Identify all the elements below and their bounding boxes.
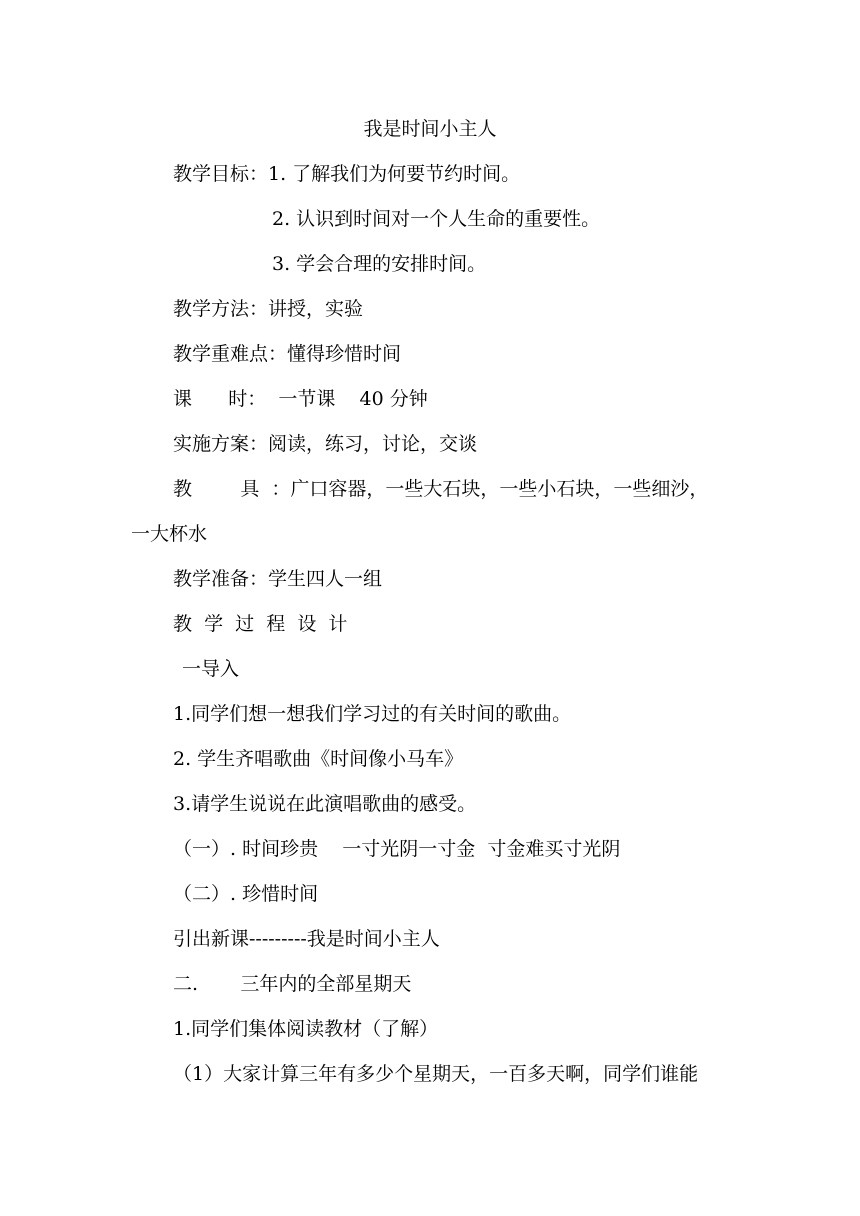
objectives-line-1: 教学目标：1. 了解我们为何要节约时间。 xyxy=(173,163,521,185)
document-title: 我是时间小主人 xyxy=(363,118,497,140)
intro-step-2: 2. 学生齐唱歌曲《时间像小马车》 xyxy=(173,748,464,770)
intro-step-3: 3.请学生说说在此演唱歌曲的感受。 xyxy=(173,793,477,815)
section-intro-heading: 一导入 xyxy=(182,658,240,680)
sub-point-2: （二）. 珍惜时间 xyxy=(173,883,319,905)
new-lesson-line: 引出新课---------我是时间小主人 xyxy=(173,928,440,950)
sub-point-1: （一）. 时间珍贵 一寸光阴一寸金 寸金难买寸光阴 xyxy=(173,838,621,860)
intro-step-1: 1.同学们想一想我们学习过的有关时间的歌曲。 xyxy=(173,703,572,725)
materials-line-cont: 一大杯水 xyxy=(131,523,208,545)
materials-line: 教 具 ：广口容器，一些大石块，一些小石块，一些细沙， xyxy=(173,478,709,500)
preparation-line: 教学准备：学生四人一组 xyxy=(173,568,383,590)
objectives-line-2: 2. 认识到时间对一个人生命的重要性。 xyxy=(272,208,601,230)
section-2-sub-1: （1）大家计算三年有多少个星期天，一百多天啊，同学们谁能 xyxy=(173,1063,699,1085)
method-line: 教学方法：讲授，实验 xyxy=(173,298,364,320)
objectives-line-3: 3. 学会合理的安排时间。 xyxy=(272,253,487,275)
key-difficulty-line: 教学重难点：懂得珍惜时间 xyxy=(173,343,402,365)
section-2-heading: 二. 三年内的全部星期天 xyxy=(173,973,412,995)
section-2-step-1: 1.同学们集体阅读教材（了解） xyxy=(173,1018,439,1040)
class-hours-line: 课 时： 一节课 40 分钟 xyxy=(173,388,428,410)
plan-line: 实施方案：阅读，练习，讨论，交谈 xyxy=(173,433,478,455)
process-heading: 教 学 过 程 设 计 xyxy=(173,613,348,635)
